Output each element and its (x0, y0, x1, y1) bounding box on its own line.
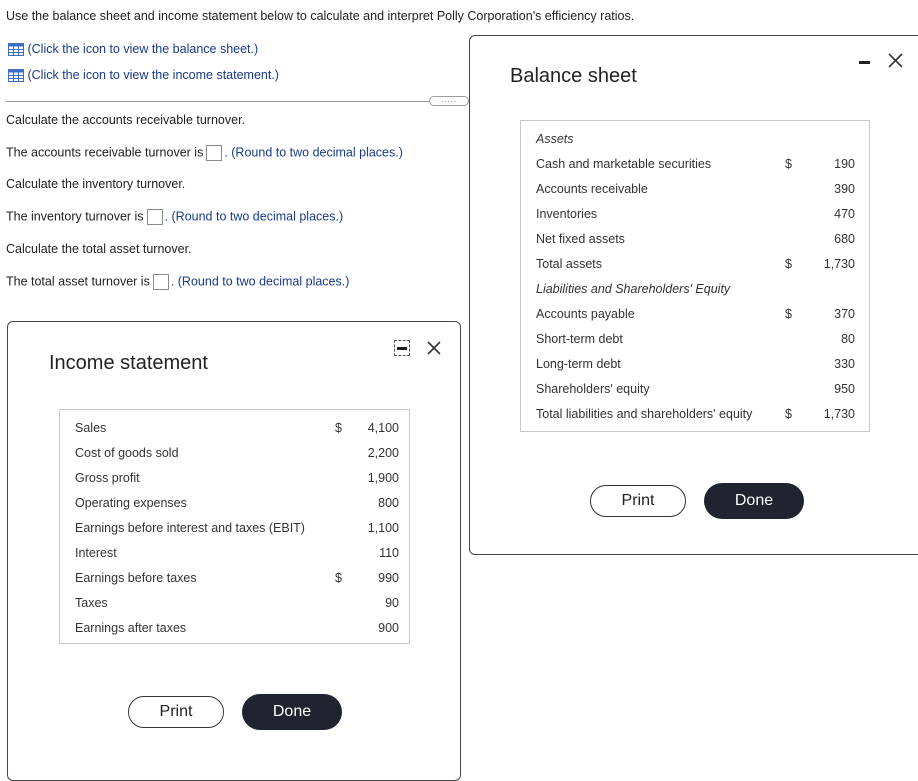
ta-answer-row (6, 274, 349, 290)
done-button[interactable]: Done (242, 694, 342, 730)
currency-symbol: $ (785, 307, 792, 321)
currency-symbol: $ (335, 421, 342, 435)
table-row (521, 178, 869, 203)
table-row (521, 378, 869, 403)
row-value: 370 (834, 307, 855, 321)
row-value: 2,200 (367, 446, 399, 460)
print-button[interactable]: Print (590, 485, 686, 517)
section-header: Assets (536, 132, 574, 146)
ar-round-hint: . (Round to two decimal places.) (224, 145, 403, 160)
row-value: 1,730 (823, 257, 855, 271)
row-value: 190 (834, 157, 855, 171)
table-row (521, 303, 869, 328)
row-value: 390 (834, 182, 855, 196)
ta-answer-prefix: The total asset turnover is (6, 274, 150, 289)
table-row (60, 617, 409, 642)
currency-symbol: $ (785, 257, 792, 271)
table-row (60, 567, 409, 592)
table-row (60, 417, 409, 442)
divider-handle[interactable]: ..... (429, 96, 469, 106)
row-label: Total assets (536, 257, 603, 271)
row-value: 680 (834, 232, 855, 246)
income-statement-popup (7, 321, 461, 781)
ta-answer-input[interactable] (153, 274, 169, 290)
table-row (60, 517, 409, 542)
inv-answer-row (6, 209, 343, 225)
inv-prompt: Calculate the inventory turnover. (6, 177, 186, 191)
section-header-row (521, 128, 869, 153)
done-button[interactable]: Done (704, 483, 804, 519)
row-value: 80 (841, 332, 855, 346)
close-icon[interactable] (426, 340, 442, 356)
row-label: Cost of goods sold (75, 446, 179, 460)
instruction-text: Use the balance sheet and income statement below to calculate and interpret Polly Corporation's efficiency ratios. (6, 9, 635, 23)
ar-prompt: Calculate the accounts receivable turnover. (6, 113, 246, 127)
ar-answer-row (6, 145, 403, 161)
inv-answer-input[interactable] (147, 209, 163, 225)
row-label: Inventories (536, 207, 598, 221)
print-button[interactable]: Print (128, 696, 224, 728)
row-value: 90 (385, 596, 399, 610)
table-row (521, 353, 869, 378)
ar-answer-prefix: The accounts receivable turnover is (6, 145, 204, 160)
table-row (521, 153, 869, 178)
ta-prompt: Calculate the total asset turnover. (6, 242, 192, 256)
row-value: 900 (378, 621, 399, 635)
table-row (60, 592, 409, 617)
row-label: Sales (75, 421, 107, 435)
ta-round-hint: . (Round to two decimal places.) (170, 274, 350, 289)
currency-symbol: $ (335, 571, 342, 585)
minimize-icon[interactable] (394, 340, 410, 356)
table-row (60, 442, 409, 467)
row-value: 1,900 (367, 471, 399, 485)
currency-symbol: $ (785, 407, 792, 421)
income-statement-link[interactable] (8, 68, 279, 82)
table-row (60, 542, 409, 567)
row-value: 4,100 (367, 421, 399, 435)
balance-sheet-link-text[interactable]: (Click the icon to view the balance sheet.) (27, 42, 259, 56)
row-label: Accounts payable (536, 307, 635, 321)
row-value: 990 (378, 571, 399, 585)
ar-answer-input[interactable] (206, 145, 222, 161)
row-label: Gross profit (75, 471, 140, 485)
balance-sheet-popup (469, 35, 918, 555)
section-header-row (521, 278, 869, 303)
row-value: 110 (379, 546, 399, 560)
income-statement-table (59, 409, 410, 644)
inv-answer-prefix: The inventory turnover is (6, 209, 144, 224)
balance-sheet-link[interactable] (8, 42, 258, 56)
row-value: 330 (834, 357, 855, 371)
balance-sheet-table (520, 120, 870, 432)
currency-symbol: $ (785, 157, 792, 171)
table-row (521, 228, 869, 253)
income-statement-title: Income statement (49, 352, 208, 374)
section-divider (6, 101, 456, 102)
table-row (521, 328, 869, 353)
row-label: Earnings after taxes (75, 621, 187, 635)
row-label: Shareholders' equity (536, 382, 650, 396)
row-value: 800 (378, 496, 399, 510)
table-row (521, 403, 869, 428)
inv-round-hint: . (Round to two decimal places.) (164, 209, 344, 224)
row-value: 470 (834, 207, 855, 221)
minimize-icon[interactable] (856, 52, 872, 68)
table-row (60, 492, 409, 517)
section-header: Liabilities and Shareholders' Equity (536, 282, 731, 296)
row-label: Taxes (75, 596, 108, 610)
table-row (521, 253, 869, 278)
table-icon[interactable] (8, 69, 24, 82)
row-label: Cash and marketable securities (536, 157, 712, 171)
balance-sheet-title: Balance sheet (510, 65, 637, 87)
table-row (521, 203, 869, 228)
table-row (60, 467, 409, 492)
row-value: 950 (834, 382, 855, 396)
row-value: 1,100 (367, 521, 399, 535)
row-label: Earnings before interest and taxes (EBIT) (75, 521, 305, 535)
close-icon[interactable] (887, 52, 903, 68)
row-label: Net fixed assets (536, 232, 625, 246)
income-statement-link-text[interactable]: (Click the icon to view the income statement.) (27, 68, 279, 82)
row-label: Total liabilities and shareholders' equity (536, 407, 753, 421)
row-label: Short-term debt (536, 332, 623, 346)
row-value: 1,730 (823, 407, 855, 421)
row-label: Interest (75, 546, 117, 560)
row-label: Earnings before taxes (75, 571, 197, 585)
row-label: Operating expenses (75, 496, 187, 510)
row-label: Accounts receivable (536, 182, 648, 196)
table-icon[interactable] (8, 43, 24, 56)
row-label: Long-term debt (536, 357, 621, 371)
